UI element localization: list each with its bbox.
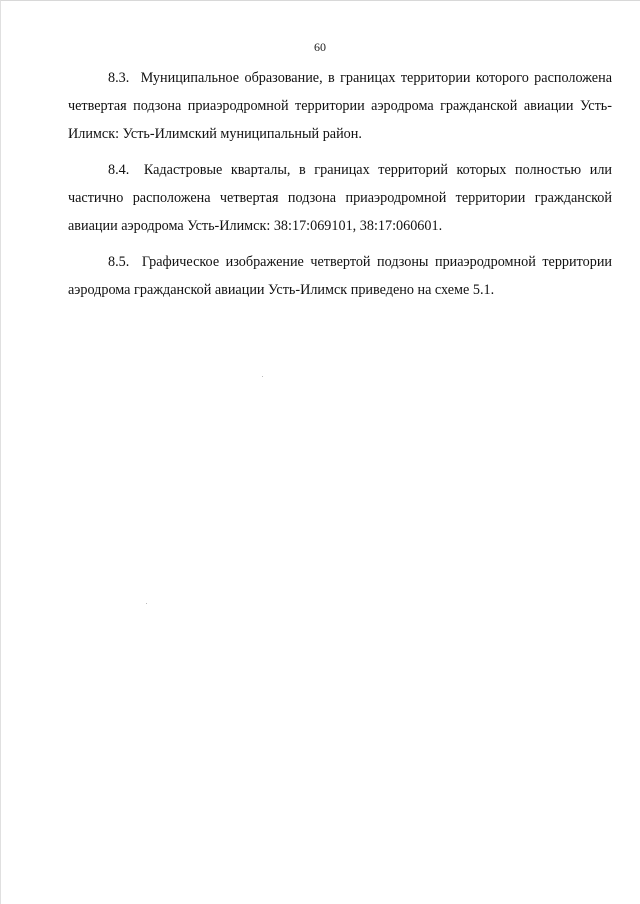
paragraph-text: Муниципальное образование, в границах территории которого расположена четвертая подзона приаэродромной территории аэродрома гражданской авиации Усть-Илимск: Усть-Илимский муниципальный район. [68, 70, 612, 142]
paragraph-text: Кадастровые кварталы, в границах территорий которых полностью или частично расположена четвертая подзона приаэродромной территории гражданской авиации аэродрома Усть-Илимск: 38:17:069101, 38:17:060601. [68, 162, 612, 234]
paragraph-8-5 [68, 248, 612, 304]
page-number: 60 [314, 40, 326, 54]
paragraph-8-4 [68, 156, 612, 240]
paragraph-number: 8.4. [108, 162, 130, 178]
paragraph-number: 8.5. [108, 254, 130, 270]
paragraph-number: 8.3. [108, 70, 130, 86]
scan-speck [146, 603, 147, 604]
paragraph-text: Графическое изображение четвертой подзоны приаэродромной территории аэродрома гражданской авиации Усть-Илимск приведено на схеме 5.1. [68, 254, 613, 298]
document-body [68, 64, 612, 304]
scan-speck [262, 376, 263, 377]
paragraph-8-3 [68, 64, 612, 148]
